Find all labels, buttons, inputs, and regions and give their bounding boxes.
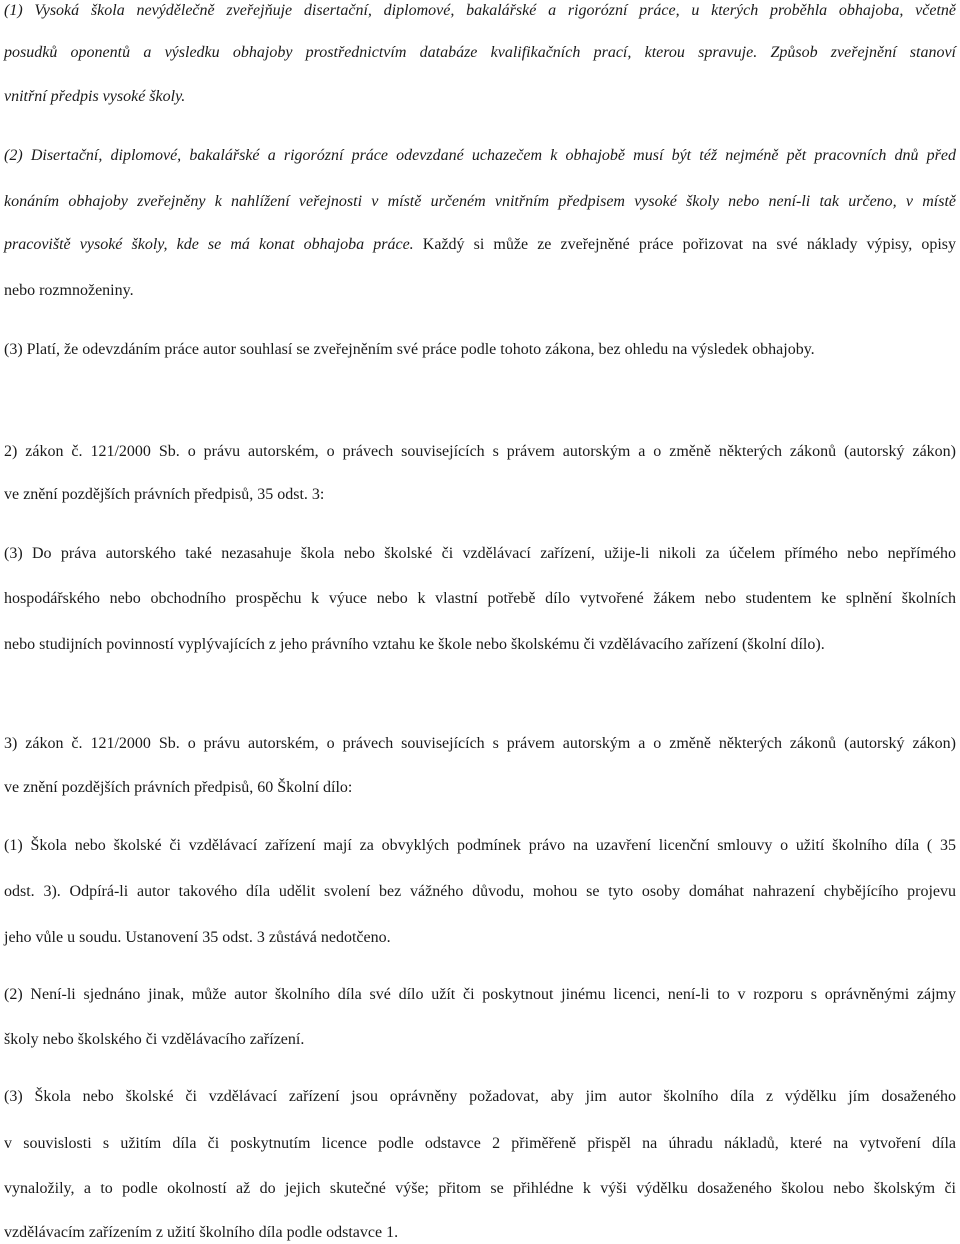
text-line: (3) Platí, že odevzdáním práce autor souhlasí se zveřejněním své práce podle tohoto zákona, bez ohledu na výsledek obhajoby. (4, 341, 815, 358)
text-line: (3) Do práva autorského také nezasahuje škola nebo školské či vzdělávací zařízení, užije-li nikoli za účelem přímého nebo nepřímého (4, 545, 956, 562)
text-line: (2) Disertační, diplomové, bakalářské a rigorózní práce odevzdané uchazečem k obhajobě musí být též nejméně pět pracovních dnů před (4, 147, 956, 164)
text-line: hospodářského nebo obchodního prospěchu k výuce nebo k vlastní potřebě dílo vytvořené žákem nebo studentem ke splnění školních (4, 590, 956, 607)
text-line (4, 234, 956, 256)
text-line: posudků oponentů a výsledku obhajoby prostřednictvím databáze kvalifikačních prací, kterou spravuje. Způsob zveřejnění stanoví (4, 44, 956, 61)
text-line: vynaložily, a to podle okolností až do jejich skutečné výše; přitom se přihlédne k výši výdělku dosaženého školou nebo školským či (4, 1180, 956, 1197)
text-line: konáním obhajoby zveřejněny k nahlížení veřejnosti v místě určeném vnitřním předpisem vysoké školy nebo není-li tak určeno, v místě (4, 193, 956, 210)
text-line: v souvislosti s užitím díla či poskytnutím licence podle odstavce 2 přiměřeně přispěl na úhradu nákladů, které na vytvoření díla (4, 1135, 956, 1152)
text-line: (3) Škola nebo školské či vzdělávací zařízení jsou oprávněny požadovat, aby jim autor školního díla z výdělku jím dosaženého (4, 1088, 956, 1105)
text-line: (1) Vysoká škola nevýdělečně zveřejňuje disertační, diplomové, bakalářské a rigorózní práce, u kterých proběhla obhajoba, včetně (4, 2, 956, 19)
text-line: vzdělávacím zařízením z užití školního díla podle odstavce 1. (4, 1224, 399, 1241)
text-segment-normal: Každý si může ze zveřejněné práce pořizovat na své náklady výpisy, opisy (413, 236, 957, 253)
text-line: jeho vůle u soudu. Ustanovení 35 odst. 3 zůstává nedotčeno. (4, 929, 391, 946)
text-line: (1) Škola nebo školské či vzdělávací zařízení mají za obvyklých podmínek právo na uzavření licenční smlouvy o užití školního díla ( 35 (4, 837, 956, 854)
text-line: 2) zákon č. 121/2000 Sb. o právu autorském, o právech souvisejících s právem autorským a o změně některých zákonů (autorský zákon) (4, 443, 956, 460)
text-line: (2) Není-li sjednáno jinak, může autor školního díla své dílo užít či poskytnout jinému licenci, není-li to v rozporu s oprávněnými zájmy (4, 986, 956, 1003)
text-line: ve znění pozdějších právních předpisů, 60 Školní dílo: (4, 779, 353, 796)
text-line: 3) zákon č. 121/2000 Sb. o právu autorském, o právech souvisejících s právem autorským a o změně některých zákonů (autorský zákon) (4, 735, 956, 752)
text-line: odst. 3). Odpírá-li autor takového díla udělit svolení bez vážného důvodu, mohou se tyto osoby domáhat nahrazení chybějícího projevu (4, 883, 956, 900)
text-line: školy nebo školského či vzdělávacího zařízení. (4, 1031, 305, 1048)
text-segment-italic: pracoviště vysoké školy, kde se má konat obhajoba práce. (4, 236, 414, 253)
text-line: vnitřní předpis vysoké školy. (4, 88, 186, 105)
text-line: nebo rozmnoženiny. (4, 282, 134, 299)
text-line: ve znění pozdějších právních předpisů, 35 odst. 3: (4, 486, 325, 503)
text-line: nebo studijních povinností vyplývajících z jeho právního vztahu ke škole nebo školskému či vzdělávacího zařízení (školní dílo). (4, 636, 825, 653)
